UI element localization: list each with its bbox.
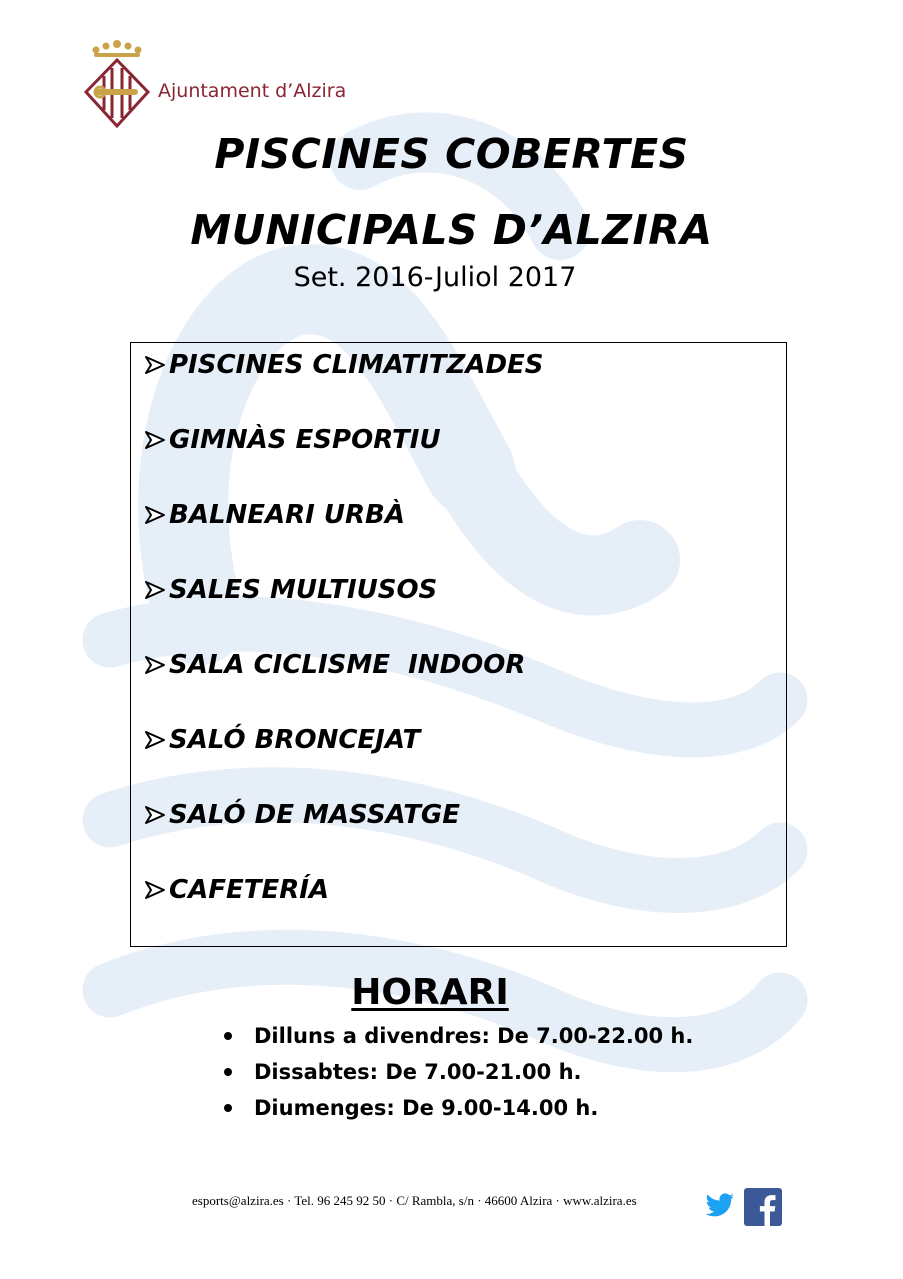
coat-of-arms-icon (82, 40, 152, 130)
schedule-heading: HORARI (351, 972, 509, 1013)
service-item (143, 497, 405, 533)
service-item (143, 647, 525, 683)
service-item (143, 347, 544, 383)
schedule-text: Diumenges: De 9.00-14.00 h. (254, 1096, 599, 1120)
arrow-bullet-icon (143, 729, 167, 751)
organization-name: Ajuntament d’Alzira (158, 80, 347, 102)
bullet-icon (224, 1032, 232, 1040)
arrow-bullet-icon (143, 429, 167, 451)
schedule-text: Dilluns a divendres: De 7.00-22.00 h. (254, 1024, 694, 1048)
service-label: SALES MULTIUSOS (169, 575, 438, 605)
schedule-item (218, 1018, 693, 1054)
facebook-icon[interactable] (744, 1188, 782, 1226)
schedule-item (218, 1090, 693, 1126)
arrow-bullet-icon (143, 354, 167, 376)
arrow-bullet-icon (143, 504, 167, 526)
page-title-line1: PISCINES COBERTES (214, 130, 689, 178)
service-item (143, 422, 441, 458)
service-label: PISCINES CLIMATITZADES (169, 350, 544, 380)
schedule-item (218, 1054, 693, 1090)
bullet-icon (224, 1104, 232, 1112)
ajuntament-logo (82, 40, 372, 132)
schedule-list (218, 1018, 693, 1126)
arrow-bullet-icon (143, 804, 167, 826)
service-item (143, 722, 420, 758)
twitter-icon[interactable] (705, 1193, 735, 1219)
service-label: SALÓ DE MASSATGE (169, 800, 461, 830)
service-item (143, 872, 329, 908)
arrow-bullet-icon (143, 579, 167, 601)
service-label: SALÓ BRONCEJAT (169, 725, 421, 755)
service-item (143, 572, 437, 608)
bullet-icon (224, 1068, 232, 1076)
page-title-line2: MUNICIPALS D’ALZIRA (190, 206, 713, 254)
arrow-bullet-icon (143, 654, 167, 676)
services-box (130, 342, 787, 947)
service-item (143, 797, 460, 833)
service-label: BALNEARI URBÀ (169, 500, 405, 530)
service-label: CAFETERÍA (169, 875, 330, 905)
service-label: SALA CICLISME INDOOR (169, 650, 526, 680)
season-subtitle: Set. 2016-Juliol 2017 (293, 262, 577, 293)
service-label: GIMNÀS ESPORTIU (169, 425, 441, 455)
schedule-text: Dissabtes: De 7.00-21.00 h. (254, 1060, 582, 1084)
arrow-bullet-icon (143, 879, 167, 901)
footer-contact: esports@alzira.es · Tel. 96 245 92 50 · C/ Rambla, s/n · 46600 Alzira · www.alzira.es (192, 1193, 637, 1208)
